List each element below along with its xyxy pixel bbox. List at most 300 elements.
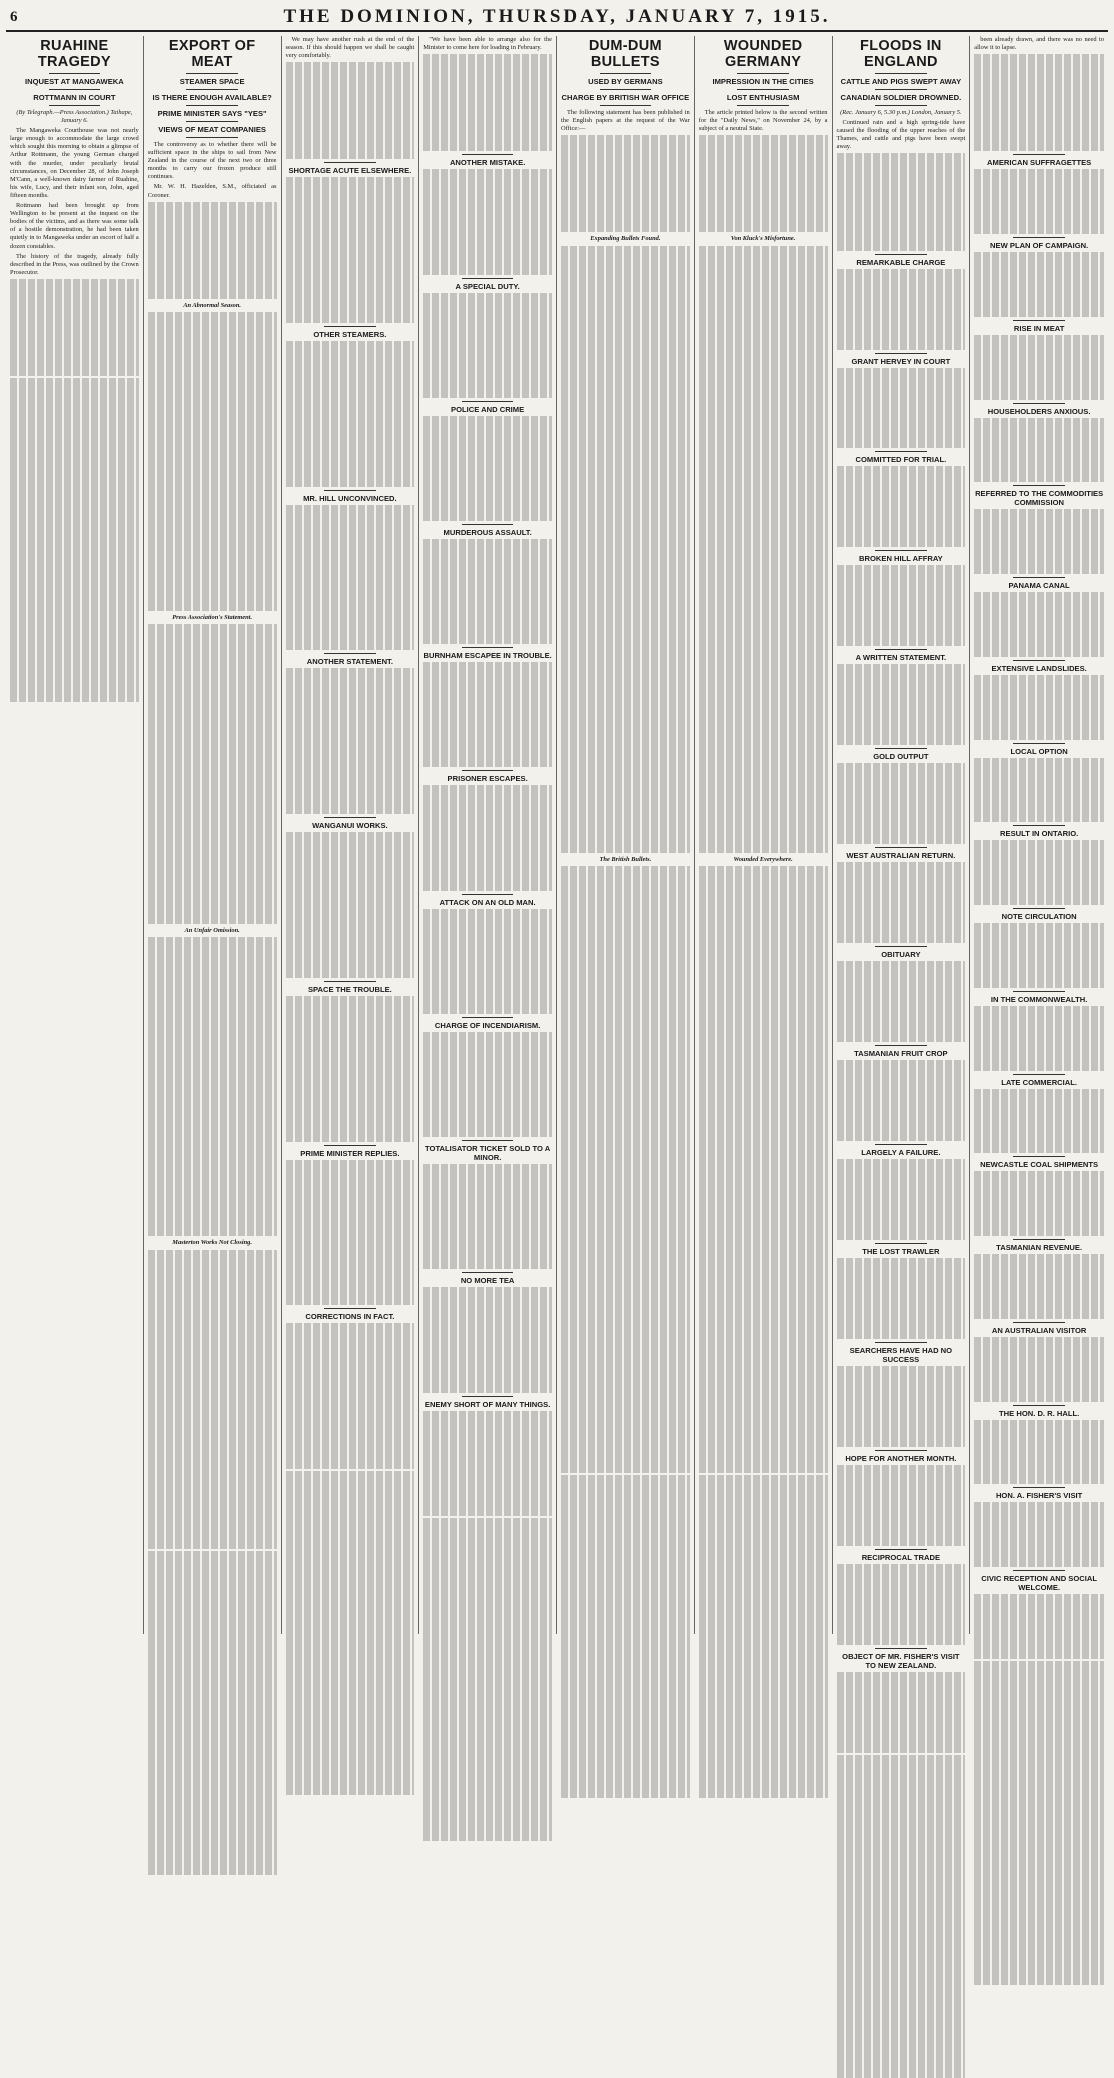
text-line: [699, 1709, 828, 1717]
text-line: [148, 1624, 277, 1632]
text-line: [286, 513, 415, 521]
text-line: [974, 840, 1104, 848]
text-line: [699, 780, 828, 788]
text-line: [561, 618, 690, 626]
text-line: [974, 1928, 1104, 1936]
text-line: [423, 981, 552, 989]
text-line: [837, 162, 966, 170]
text-line: [148, 1314, 277, 1322]
subhead: HOUSEHOLDERS ANXIOUS.: [987, 406, 1091, 416]
text-line: [837, 1868, 966, 1876]
column-6: [695, 36, 833, 1634]
text-line: [423, 87, 552, 95]
text-line: [561, 1319, 690, 1327]
text-line: [561, 890, 690, 898]
text-line: [423, 70, 552, 78]
text-line: [423, 874, 552, 882]
text-line: [10, 418, 139, 426]
text-line: [423, 1320, 552, 1328]
text-line: [561, 971, 690, 979]
text-line: [974, 616, 1104, 624]
text-line: [699, 691, 828, 699]
text-line: [561, 1523, 690, 1531]
body-text-filler: [148, 1250, 277, 1549]
text-line: [837, 1588, 966, 1596]
subhead: RISE IN MEAT: [1013, 323, 1065, 333]
text-line: [423, 909, 552, 917]
text-line: [10, 368, 139, 376]
text-line: [699, 820, 828, 828]
text-line: [286, 1192, 415, 1200]
text-line: [837, 895, 966, 903]
text-line: [286, 438, 415, 446]
text-line: [974, 782, 1104, 790]
rule: [462, 1396, 514, 1397]
rule: [462, 1272, 514, 1273]
text-line: [699, 1335, 828, 1343]
text-line: [286, 1077, 415, 1085]
text-line: [423, 1188, 552, 1196]
text-line: [699, 666, 828, 674]
subhead: INQUEST AT MANGAWEKA: [25, 77, 124, 86]
text-line: [423, 563, 552, 571]
text-line: [10, 336, 139, 344]
text-line: [561, 1011, 690, 1019]
text-line: [423, 588, 552, 596]
subhead: MR. HILL UNCONVINCED.: [303, 493, 397, 503]
text-line: [699, 254, 828, 262]
text-line: [837, 969, 966, 977]
subhead: NEW PLAN OF CAMPAIGN.: [990, 241, 1089, 251]
text-line: [837, 1026, 966, 1034]
text-line: [286, 87, 415, 95]
text-line: [974, 111, 1104, 119]
text-line: [148, 883, 277, 891]
text-line: [699, 1726, 828, 1734]
text-line: [148, 579, 277, 587]
text-line: [974, 359, 1104, 367]
text-line: [561, 464, 690, 472]
text-line: [286, 962, 415, 970]
text-line: [561, 715, 690, 723]
text-line: [148, 1282, 277, 1290]
subhead: CIVIC RECEPTION AND SOCIAL WELCOME.: [981, 1574, 1097, 1593]
text-line: [148, 673, 277, 681]
text-line: [699, 828, 828, 836]
text-line: [561, 143, 690, 151]
text-line: [286, 1404, 415, 1412]
text-line: [148, 1729, 277, 1737]
text-line: [837, 466, 966, 474]
subhead: AN AUSTRALIAN VISITOR: [991, 1325, 1087, 1335]
article: [286, 36, 415, 1795]
text-line: [699, 375, 828, 383]
text-line: [837, 1680, 966, 1688]
text-line: [148, 498, 277, 506]
rule: [875, 451, 927, 452]
text-line: [286, 1101, 415, 1109]
text-line: [561, 731, 690, 739]
text-line: [561, 184, 690, 192]
text-line: [699, 1645, 828, 1653]
text-line: [699, 1222, 828, 1230]
text-line: [974, 1014, 1104, 1022]
rule: [186, 73, 238, 74]
text-line: [837, 574, 966, 582]
text-line: [561, 1620, 690, 1628]
text-line: [974, 592, 1104, 600]
text-line: [148, 1042, 277, 1050]
text-line: [423, 234, 552, 242]
text-line: [561, 1408, 690, 1416]
text-line: [148, 859, 277, 867]
text-line: [837, 2038, 966, 2046]
text-line: [974, 931, 1104, 939]
text-line: [561, 987, 690, 995]
text-line: [561, 1214, 690, 1222]
text-line: [974, 442, 1104, 450]
rule: [1013, 1570, 1065, 1571]
text-line: [974, 1535, 1104, 1543]
text-line: [837, 1836, 966, 1844]
rule: [875, 1342, 927, 1343]
text-line: [699, 1254, 828, 1262]
text-line: [837, 638, 966, 646]
text-line: [10, 459, 139, 467]
text-line: [699, 882, 828, 890]
column-3: [282, 36, 420, 1634]
text-line: [699, 930, 828, 938]
text-line: [423, 1491, 552, 1499]
text-line: [974, 1734, 1104, 1742]
text-line: [561, 1278, 690, 1286]
text-line: [974, 715, 1104, 723]
text-line: [974, 683, 1104, 691]
text-line: [974, 1468, 1104, 1476]
text-line: [561, 1052, 690, 1060]
text-line: [148, 250, 277, 258]
text-line: [10, 467, 139, 475]
text-line: [423, 1006, 552, 1014]
text-line: [974, 383, 1104, 391]
text-line: [286, 1649, 415, 1657]
body-text-filler: [423, 169, 552, 274]
text-line: [837, 887, 966, 895]
text-line: [423, 1411, 552, 1419]
text-line: [699, 1367, 828, 1375]
text-line: [561, 739, 690, 747]
body-text-filler: [286, 341, 415, 487]
text-line: [837, 919, 966, 927]
text-line: [561, 1311, 690, 1319]
paragraph: We may have another rush at the end of the season. If this should happen we shall be caught very comfortably.: [285, 36, 415, 60]
text-line: [837, 368, 966, 376]
rule: [1013, 1156, 1065, 1157]
text-line: [974, 1960, 1104, 1968]
text-line: [148, 624, 277, 632]
text-line: [148, 1274, 277, 1282]
text-line: [423, 1352, 552, 1360]
text-line: [561, 1173, 690, 1181]
text-line: [423, 1607, 552, 1615]
text-line: [974, 1643, 1104, 1651]
text-line: [974, 1286, 1104, 1294]
text-line: [699, 804, 828, 812]
text-line: [286, 1787, 415, 1795]
text-line: [286, 832, 415, 840]
text-line: [10, 499, 139, 507]
text-line: [561, 955, 690, 963]
text-line: [699, 318, 828, 326]
text-line: [423, 1825, 552, 1833]
text-line: [974, 939, 1104, 947]
text-line: [423, 628, 552, 636]
text-line: [148, 730, 277, 738]
body-text-filler: [974, 1337, 1104, 1402]
text-line: [699, 1165, 828, 1173]
body-text-filler: [10, 279, 139, 376]
text-line: [148, 1196, 277, 1204]
text-line: [423, 1368, 552, 1376]
text-line: [974, 766, 1104, 774]
text-line: [148, 1034, 277, 1042]
rule: [186, 137, 238, 138]
text-line: [974, 889, 1104, 897]
text-line: [974, 608, 1104, 616]
text-line: [423, 1072, 552, 1080]
text-line: [286, 1216, 415, 1224]
text-line: [423, 1623, 552, 1631]
article: [10, 38, 139, 702]
rule: [600, 105, 652, 106]
text-line: [974, 1369, 1104, 1377]
text-line: [561, 1572, 690, 1580]
text-line: [561, 1036, 690, 1044]
text-line: [423, 1427, 552, 1435]
text-line: [148, 1010, 277, 1018]
text-line: [699, 1343, 828, 1351]
text-line: [561, 262, 690, 270]
body-text-filler: [974, 840, 1104, 905]
text-line: [699, 216, 828, 224]
text-line: [423, 1180, 552, 1188]
text-line: [286, 1109, 415, 1117]
text-line: [423, 1744, 552, 1752]
rule: [737, 89, 789, 90]
text-line: [148, 1018, 277, 1026]
text-line: [561, 1734, 690, 1742]
text-line: [974, 806, 1104, 814]
text-line: [286, 1681, 415, 1689]
subhead: STEAMER SPACE: [179, 77, 245, 86]
text-line: [423, 1097, 552, 1105]
rule: [1013, 825, 1065, 826]
text-line: [148, 1818, 277, 1826]
text-line: [286, 1380, 415, 1388]
text-line: [286, 1778, 415, 1786]
text-line: [837, 218, 966, 226]
text-line: [423, 341, 552, 349]
text-line: [974, 418, 1104, 426]
text-line: [699, 1319, 828, 1327]
text-line: [423, 202, 552, 210]
subhead: LOCAL OPTION: [1010, 746, 1068, 756]
text-line: [561, 1766, 690, 1774]
text-line: [699, 618, 828, 626]
text-line: [286, 553, 415, 561]
text-line: [699, 1003, 828, 1011]
text-line: [837, 293, 966, 301]
text-line: [837, 1620, 966, 1628]
text-line: [974, 633, 1104, 641]
text-line: [699, 456, 828, 464]
rule: [49, 105, 101, 106]
text-line: [974, 972, 1104, 980]
text-line: [561, 1028, 690, 1036]
text-line: [837, 1473, 966, 1481]
text-line: [974, 1726, 1104, 1734]
text-line: [974, 284, 1104, 292]
text-line: [148, 1761, 277, 1769]
text-line: [148, 1403, 277, 1411]
text-line: [148, 1091, 277, 1099]
text-line: [837, 1688, 966, 1696]
text-line: [10, 572, 139, 580]
text-line: [561, 545, 690, 553]
text-line: [837, 870, 966, 878]
text-line: [837, 202, 966, 210]
text-line: [837, 1505, 966, 1513]
text-line: [837, 491, 966, 499]
text-line: [148, 1509, 277, 1517]
text-line: [974, 127, 1104, 135]
text-line: [699, 1019, 828, 1027]
text-line: [974, 1476, 1104, 1484]
text-line: [699, 1693, 828, 1701]
text-line: [974, 1594, 1104, 1602]
text-line: [837, 1232, 966, 1240]
text-line: [699, 1238, 828, 1246]
rule: [1013, 991, 1065, 992]
text-line: [837, 317, 966, 325]
text-line: [561, 1596, 690, 1604]
text-line: [699, 1448, 828, 1456]
text-line: [286, 1061, 415, 1069]
text-line: [148, 969, 277, 977]
text-line: [148, 977, 277, 985]
body-text-filler: [837, 1159, 966, 1240]
text-line: [699, 1580, 828, 1588]
text-line: [699, 294, 828, 302]
text-line: [699, 1432, 828, 1440]
text-line: [837, 2054, 966, 2062]
text-line: [699, 890, 828, 898]
text-line: [561, 1376, 690, 1384]
text-line: [837, 2046, 966, 2054]
text-line: [699, 1717, 828, 1725]
rule: [462, 154, 514, 155]
text-line: [10, 605, 139, 613]
text-line: [974, 293, 1104, 301]
text-line: [423, 1809, 552, 1817]
text-line: [423, 1817, 552, 1825]
text-line: [561, 683, 690, 691]
text-line: [699, 1262, 828, 1270]
text-line: [423, 579, 552, 587]
body-text-filler: [423, 293, 552, 398]
text-line: [699, 1523, 828, 1531]
text-line: [423, 1566, 552, 1574]
headline: EXPORT OF MEAT: [168, 38, 256, 70]
text-line: [699, 1084, 828, 1092]
text-line: [837, 1208, 966, 1216]
text-line: [974, 1879, 1104, 1887]
text-line: [423, 1376, 552, 1384]
text-line: [286, 733, 415, 741]
text-line: [148, 641, 277, 649]
text-line: [148, 961, 277, 969]
text-line: [561, 1270, 690, 1278]
text-line: [561, 1117, 690, 1125]
text-line: [423, 1696, 552, 1704]
text-line: [148, 803, 277, 811]
article: [148, 38, 277, 1875]
text-line: [561, 529, 690, 537]
text-line: [699, 168, 828, 176]
text-line: [286, 266, 415, 274]
text-line: [423, 1688, 552, 1696]
text-line: [423, 662, 552, 670]
text-line: [286, 111, 415, 119]
text-line: [423, 349, 552, 357]
subhead: COMMITTED FOR TRIAL.: [855, 455, 947, 465]
text-line: [699, 432, 828, 440]
text-line: [423, 489, 552, 497]
paragraph: Rottmann had been brought up from Wellington to be present at the inquest on the bodies of the victims, and as there was some talk of a hostile demonstration, he had been taken quietly in to Mangaweka under an escort of half a dozen constables.: [10, 202, 139, 250]
text-line: [286, 677, 415, 685]
text-line: [837, 170, 966, 178]
rule: [324, 981, 376, 982]
text-line: [286, 1176, 415, 1184]
text-line: [286, 537, 415, 545]
text-line: [837, 1018, 966, 1026]
text-line: [837, 1884, 966, 1892]
text-line: [561, 383, 690, 391]
text-line: [148, 218, 277, 226]
text-line: [699, 1620, 828, 1628]
text-line: [423, 826, 552, 834]
text-line: [699, 1774, 828, 1782]
text-line: [286, 1323, 415, 1331]
text-line: [148, 867, 277, 875]
text-line: [148, 312, 277, 320]
text-line: [423, 1237, 552, 1245]
text-line: [286, 446, 415, 454]
text-line: [148, 1058, 277, 1066]
text-line: [286, 806, 415, 814]
text-line: [148, 916, 277, 924]
text-line: [148, 1436, 277, 1444]
text-line: [286, 798, 415, 806]
text-line: [286, 1257, 415, 1265]
text-line: [699, 577, 828, 585]
text-line: [974, 309, 1104, 317]
text-line: [837, 408, 966, 416]
text-line: [148, 1164, 277, 1172]
text-line: [837, 1564, 966, 1572]
text-line: [837, 664, 966, 672]
text-line: [974, 1436, 1104, 1444]
